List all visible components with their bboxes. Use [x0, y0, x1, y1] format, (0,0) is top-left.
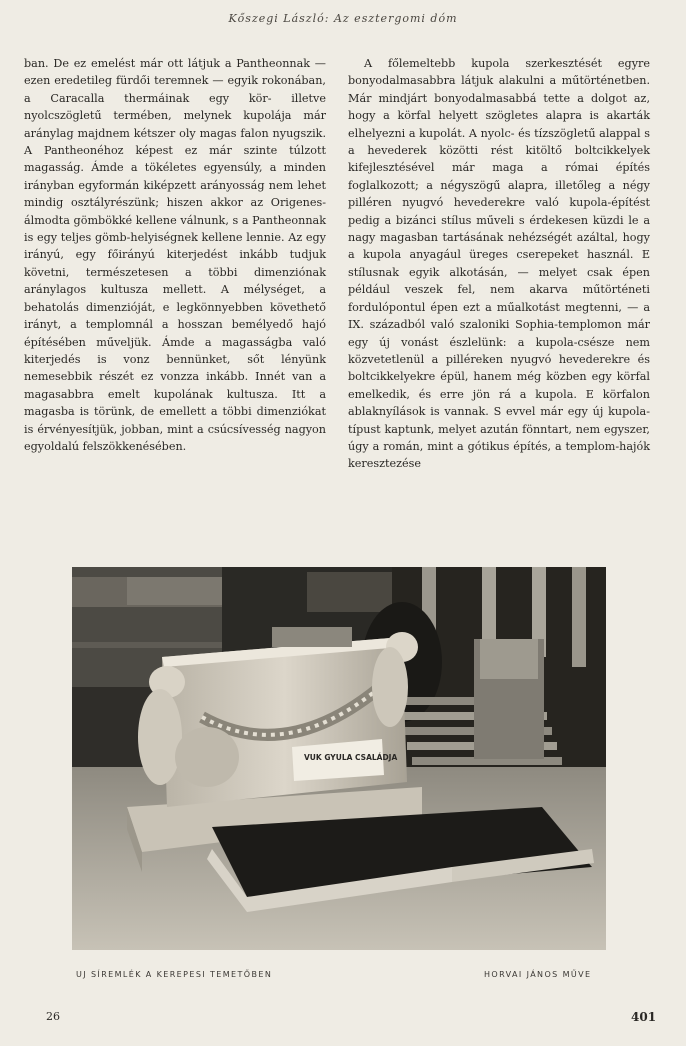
page-number-left: 26	[46, 1010, 60, 1023]
photo-caption-right: HORVAI JÁNOS MŰVE	[484, 970, 592, 979]
page-number-right: 401	[631, 1010, 657, 1024]
tomb-inscription: VUK GYULA CSALÁDJA	[304, 753, 398, 762]
right-text-column	[348, 55, 650, 473]
left-column-text: ban. De ez emelést már ott látjuk a Pantheonnak — ezen eredetileg fürdői teremnek — egyik rokonában, a Caracalla thermáinak egy kör- illetve nyolcszögletű termében, melynek kupolája már aránylag majdnem kétszer oly magas falon nyugszik. A Pantheonéhoz képest ez már szinte túlzott magasság. Ámde a tökéletes egyensúly, a minden irányban egyformán kiképzett arányosság nem lehet mindig osztályrészünk; hiszen akkor az Origenes-álmodta gömbökké kellene válnunk, s a Pantheonnak is egy teljes gömb-helyiségnek kellene lennie. Az egy irányú, egy főirányú kiterjedést inkább tudjuk követni, természetesen a többi dimenziónak aránylagos kultusza mellett. A mélységet, a behatolás dimenzióját, e legkönnyebben követhető irányt, a templomnál a hosszan bemélyedő hajó építésében műveljük. Ámde a magasságba való kiterjedés is vonz bennünket, sőt lényünk nemesebbik részét ez vonzza inkább. Innét van a magasabbra emelt kupolának kultusza. Itt a magasba is törünk, de emellett a többi dimenziókat is érvényesítjük, jobban, mint a csúcsívesség nagyon egyoldalú felszökkenésében.	[24, 57, 326, 453]
tomb-photograph	[72, 567, 606, 950]
left-text-column	[24, 55, 326, 455]
photo-caption-left: UJ SÍREMLÉK A KEREPESI TEMETŐBEN	[76, 970, 273, 979]
right-column-text: A főlemeltebb kupola szerkesztését egyre bonyodalmasabbra látjuk alakulni a műtörténetben. Már mindjárt bonyodalmasabbá tette a dolgot az, hogy a körfal helyett szögletes alapra is akarták elhelyezni a kupolát. A nyolc- és tízszögletű alappal s a hevederek közötti rést kitöltő boltcikkelyek kifejlesztésével már maga a római építés foglalkozott; a négyszögű alapra, illetőleg a négy pilléren nyugvó hevederekre való kupola-építést pedig a bizánci stílus műveli s érdekesen küzdi le a nagy magasban tartásának nehézségét azáltal, hogy a kupola anyagául üreges cserepeket használ. E stílusnak egyik alkotásán, — melyet csak épen például veszek fel, nem akarva műtörténeti fordulópontul épen ezt a műalkotást megtenni, — a IX. századból való szaloniki Sophia-templomon már egy új vonást észlelünk: a kupola-csésze nem közvetetlenül a pilléreken nyugvó hevederekre és boltcikkelyekre épül, hanem még közben egy körfal emelkedik, és erre jön rá a kupola. E körfalon ablaknyílások is vannak. S evvel már egy új kupola-típust kaptunk, melyet azután fönntart, nem egyszer, úgy a román, mint a gótikus építés, a templom-hajók keresztezése	[348, 57, 650, 471]
running-header: Kőszegi László: Az esztergomi dóm	[228, 12, 458, 25]
